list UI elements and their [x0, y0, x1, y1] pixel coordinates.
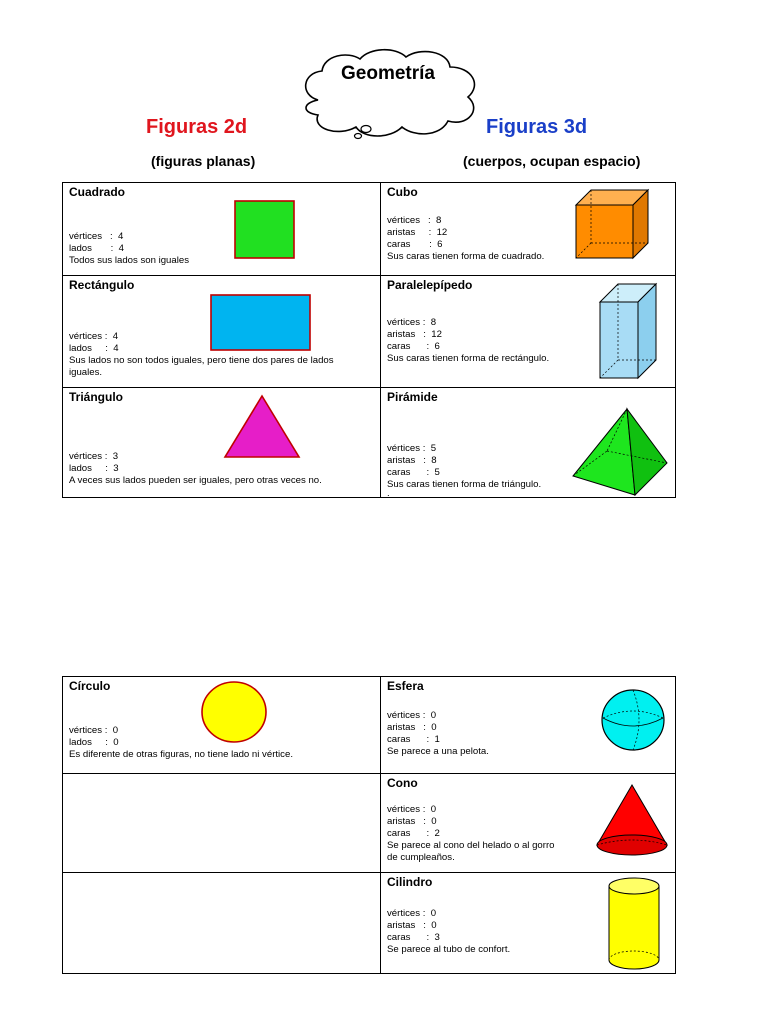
shape-name: Cono [387, 776, 418, 790]
shape-info [387, 804, 567, 864]
sphere-icon [600, 688, 666, 757]
cell-paralelepipedo [381, 276, 676, 388]
shape-description: Se parece al cono del helado o al gorro de cumpleaños. [387, 840, 555, 863]
info-line: aristas : 0 [387, 920, 437, 931]
info-line: caras : 3 [387, 932, 440, 943]
shape-info [387, 710, 489, 758]
cell-circulo [63, 677, 381, 774]
cell-cubo [381, 183, 676, 276]
shape-description: Todos sus lados son iguales [69, 255, 189, 266]
shape-description: Se parece al tubo de confort. [387, 944, 511, 955]
shape-info [387, 215, 544, 263]
title-cloud [298, 45, 483, 150]
info-line: lados : 3 [69, 463, 119, 474]
table-row [63, 276, 676, 388]
cell-rectangulo [63, 276, 381, 388]
info-line: caras : 1 [387, 734, 440, 745]
table-row [63, 774, 676, 873]
cloud-icon [298, 45, 483, 150]
shape-name: Esfera [387, 679, 424, 693]
info-line: vértices : 4 [69, 331, 119, 342]
square-icon [234, 200, 296, 265]
cell-esfera [381, 677, 676, 774]
shape-description: Se parece a una pelota. [387, 746, 489, 757]
table-row [63, 873, 676, 974]
info-line: caras : 6 [387, 341, 440, 352]
shape-info [69, 231, 189, 267]
info-line: lados : 0 [69, 737, 119, 748]
shape-name: Pirámide [387, 390, 438, 404]
shape-description: Sus caras tienen forma de cuadrado. [387, 251, 545, 262]
table-row [63, 183, 676, 276]
shape-info [69, 451, 322, 487]
cube-icon [574, 188, 650, 265]
info-line: aristas : 8 [387, 455, 437, 466]
shape-description: Sus caras tienen forma de triángulo. [387, 479, 542, 490]
cell-cuadrado [63, 183, 381, 276]
info-line: vértices : 0 [387, 908, 437, 919]
shape-info [387, 317, 549, 365]
shape-description: Es diferente de otras figuras, no tiene lado ni vértice. [69, 749, 293, 760]
shape-name: Triángulo [69, 390, 123, 404]
info-line: vértices : 3 [69, 451, 119, 462]
heading-3d: Figuras 3d [486, 116, 588, 138]
info-line: caras : 6 [387, 239, 443, 250]
info-line: vértices : 8 [387, 317, 437, 328]
shape-description: A veces sus lados pueden ser iguales, pero otras veces no. [69, 475, 322, 486]
shape-info [69, 725, 293, 761]
info-line: caras : 2 [387, 828, 440, 839]
empty-cell [63, 774, 381, 873]
pyramid-icon [571, 406, 669, 503]
shape-info [387, 443, 541, 497]
info-line: vértices : 0 [387, 804, 437, 815]
info-line: aristas : 0 [387, 816, 437, 827]
info-line: lados : 4 [69, 343, 119, 354]
subheading-3d: (cuerpos, ocupan espacio) [463, 153, 641, 169]
shape-name: Cuadrado [69, 185, 126, 199]
cylinder-icon [607, 876, 661, 977]
info-line: . [387, 488, 390, 499]
shapes-table-2 [62, 676, 676, 974]
shape-name: Rectángulo [69, 278, 135, 292]
shape-name: Cilindro [387, 875, 433, 889]
info-line: aristas : 0 [387, 722, 437, 733]
table-row [63, 388, 676, 498]
shape-info [387, 908, 510, 956]
info-line: lados : 4 [69, 243, 124, 254]
shape-name: Cubo [387, 185, 418, 199]
heading-2d: Figuras 2d [146, 116, 248, 138]
shape-info [69, 331, 369, 379]
prism-icon [598, 282, 658, 385]
table-row [63, 677, 676, 774]
info-line: caras : 5 [387, 467, 440, 478]
cell-cilindro [381, 873, 676, 974]
shape-name: Paralelepípedo [387, 278, 473, 292]
shape-description: Sus lados no son todos iguales, pero tiene dos pares de lados iguales. [69, 355, 334, 378]
shape-description: Sus caras tienen forma de rectángulo. [387, 353, 550, 364]
empty-cell [63, 873, 381, 974]
shape-name: Círculo [69, 679, 111, 693]
info-line: vértices : 5 [387, 443, 437, 454]
info-line: vértices : 0 [69, 725, 119, 736]
cell-cono [381, 774, 676, 873]
info-line: vértices : 0 [387, 710, 437, 721]
info-line: aristas : 12 [387, 227, 448, 238]
cone-icon [595, 783, 671, 864]
info-line: vértices : 8 [387, 215, 442, 226]
info-line: aristas : 12 [387, 329, 442, 340]
subheading-2d: (figuras planas) [151, 153, 256, 169]
cell-piramide [381, 388, 676, 498]
shapes-table-1 [62, 182, 676, 498]
page-title: Geometría [341, 63, 435, 84]
cell-triangulo [63, 388, 381, 498]
info-line: vértices : 4 [69, 231, 124, 242]
